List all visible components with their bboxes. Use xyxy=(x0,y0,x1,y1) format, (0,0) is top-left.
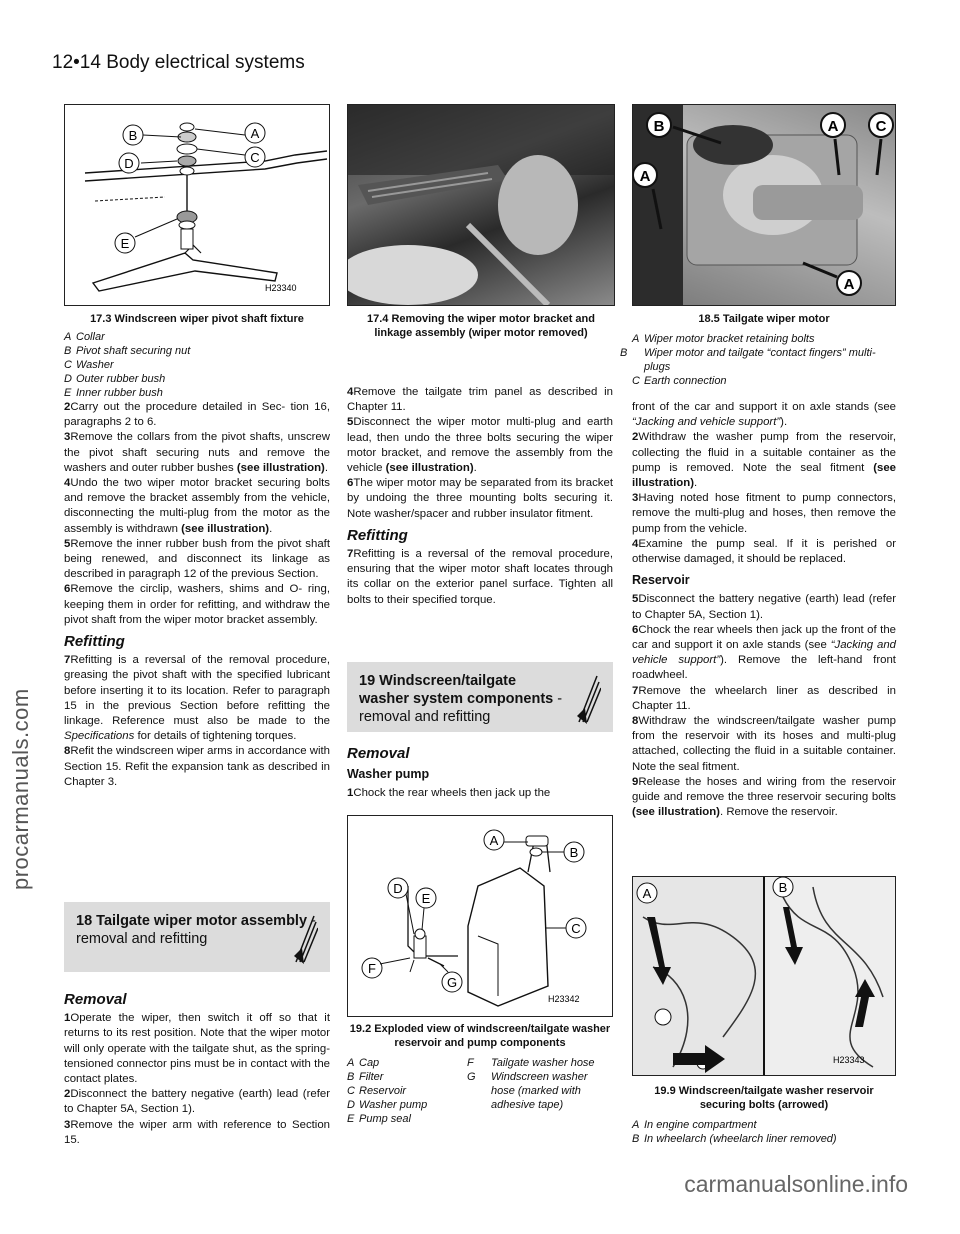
label-a: A xyxy=(489,833,499,848)
reservoir-bolts-photo xyxy=(633,877,896,1076)
caption-title: 17.3 Windscreen wiper pivot shaft fixture xyxy=(90,313,304,325)
washer-reservoir-diagram xyxy=(348,816,613,1017)
subheading-refitting: Refitting xyxy=(347,526,408,544)
caption-item: C Earth connection xyxy=(632,375,727,387)
paragraph: 4Examine the pump seal. If it is perished or otherwise damaged, it should be replaced. xyxy=(632,537,896,566)
paragraph: 7Refitting is a reversal of the removal procedure, greasing the pivot shaft with the specified lubricant before inserting it to its location. Refer to paragraph 15 in the previous Section before refitting the linkage. Reference must also be made to the Specifications for details of tightening torques. xyxy=(64,654,330,743)
label-b: B xyxy=(128,128,138,143)
label-d: D xyxy=(124,156,134,171)
caption-17-3 xyxy=(64,312,330,400)
caption-item: D Outer rubber bush xyxy=(64,373,166,385)
paragraph: front of the car and support it on axle stands (see “Jacking and vehicle support”). xyxy=(632,401,896,429)
caption-item: A Cap xyxy=(347,1057,380,1069)
page-title: Body electrical systems xyxy=(106,52,305,73)
paragraph: 3Remove the wiper arm with reference to Section 15. xyxy=(64,1118,330,1146)
figure-17-3 xyxy=(64,104,330,306)
caption-item: B Wiper motor and tailgate “contact fingers” multi- plugs xyxy=(620,347,876,373)
caption-item: A In engine compartment xyxy=(632,1119,757,1131)
label-b: B xyxy=(653,118,665,135)
label-e: E xyxy=(120,236,130,251)
paragraph: 6Remove the circlip, washers, shims and O- ring, keeping them in order for refitting, and withdraw the pivot shaft from the wiper motor bracket assembly. xyxy=(64,583,330,626)
subheading-removal: Removal xyxy=(64,991,127,1008)
section-18-header: 18 Tailgate wiper motor assembly - removal and refitting xyxy=(64,902,330,972)
paragraph: 1Chock the rear wheels then jack up the xyxy=(347,787,551,800)
label-a: A xyxy=(250,126,260,141)
column-1-lower xyxy=(64,986,330,1148)
column-2 xyxy=(347,385,613,608)
paragraph: 6Chock the rear wheels then jack up the front of the car and support it on axle stands (see “Jacking and vehicle support”). Remove the left-hand front roadwheel. xyxy=(632,623,896,682)
label-a-2: A xyxy=(827,118,839,135)
paragraph: 2Withdraw the washer pump from the reservoir, collecting the fluid in a suitable container as the pump is removed. Note the seal fitment (see illustration). xyxy=(632,431,896,490)
label-b: B xyxy=(569,845,579,860)
paragraph: 5Disconnect the battery negative (earth) lead (refer to Chapter 5A, Section 1). xyxy=(632,593,896,621)
paragraph: 2Carry out the procedure detailed in Sec- tion 16, paragraphs 2 to 6. xyxy=(64,401,330,429)
paragraph: 8Withdraw the windscreen/tailgate washer pump from the reservoir with its hoses and multi-plug attached, collecting the fluid in a suitable container. Note the seal fitment. xyxy=(632,715,896,773)
caption-item: F Tailgate washer hose xyxy=(467,1057,595,1069)
caption-17-4 xyxy=(355,312,607,340)
label-c: C xyxy=(250,150,260,165)
label-a-3: A xyxy=(843,276,855,293)
figure-19-2 xyxy=(347,815,613,1017)
column-1 xyxy=(64,400,330,790)
label-g: G xyxy=(446,975,458,990)
subheading-refitting: Refitting xyxy=(64,633,125,651)
figure-code: H23342 xyxy=(548,994,580,1004)
label-a: A xyxy=(639,168,651,185)
caption-title: 19.9 Windscreen/tailgate washer reservoir securing bolts (arrowed) xyxy=(654,1085,874,1111)
side-watermark: procarmanuals.com xyxy=(8,688,33,890)
paragraph: 3Having noted hose fitment to pump connectors, remove the multi-plug and hoses, then remove the pump from the vehicle. xyxy=(632,492,896,535)
paragraph: 3Remove the collars from the pivot shafts, unscrew the pivot shaft securing nuts and remove the washers and outer rubber bushes (see illustration). xyxy=(64,431,330,474)
subheading-removal: Removal xyxy=(347,745,410,762)
section-19-header: 19 Windscreen/tailgate washer system components - removal and refitting xyxy=(347,662,613,732)
caption-item: B In wheelarch (wheelarch liner removed) xyxy=(632,1133,837,1145)
paragraph: 2Disconnect the battery negative (earth) lead (refer to Chapter 5A, Section 1). xyxy=(64,1088,330,1116)
bottom-watermark: carmanualsonline.info xyxy=(684,1171,908,1197)
paragraph: 7Refitting is a reversal of the removal procedure, ensuring that the wiper motor shaft locates through its collar on the exterior panel surface. Tighten all bolts to their specified torque. xyxy=(347,548,613,606)
subheading-washer-pump: Washer pump xyxy=(347,767,430,782)
page-number: 12•14 xyxy=(52,52,101,73)
caption-19-2 xyxy=(347,1022,613,1126)
paragraph: 7Remove the wheelarch liner as described in Chapter 11. xyxy=(632,684,896,712)
label-e: E xyxy=(421,891,431,906)
difficulty-icon xyxy=(575,672,601,728)
subheading-reservoir: Reservoir xyxy=(632,573,690,588)
caption-18-5 xyxy=(620,312,896,388)
page-header xyxy=(52,52,305,74)
caption-item: C Reservoir xyxy=(347,1085,407,1097)
caption-title: 17.4 Removing the wiper motor bracket and linkage assembly (wiper motor removed) xyxy=(366,313,595,339)
paragraph: 4Undo the two wiper motor bracket securing bolts and remove the bracket assembly from the vehicle, disconnecting the multi-plug from the motor as the assembly is withdrawn (see illustration). xyxy=(64,477,330,535)
paragraph: 8Refit the windscreen wiper arms in accordance with Section 15. Refit the expansion tank as described in Chapter 3. xyxy=(64,745,330,788)
pivot-shaft-diagram xyxy=(65,105,330,306)
caption-item: B Pivot shaft securing nut xyxy=(64,345,191,357)
difficulty-icon xyxy=(292,912,318,968)
label-a: A xyxy=(642,886,652,901)
caption-title: 19.2 Exploded view of windscreen/tailgate washer reservoir and pump components xyxy=(349,1023,611,1049)
paragraph: 6The wiper motor may be separated from its bracket by undoing the three mounting bolts securing it. Note washer/spacer and rubber insulator fitment. xyxy=(347,477,613,520)
paragraph: 4Remove the tailgate trim panel as described in Chapter 11. xyxy=(347,386,613,414)
paragraph: 5Disconnect the wiper motor multi-plug and earth lead, then undo the three bolts securing the wiper motor bracket, and remove the assembly from the vehicle (see illustration). xyxy=(347,416,613,475)
paragraph: 5Remove the inner rubber bush from the pivot shaft being renewed, and disconnect its linkage as described in paragraph 12 of the previous Section. xyxy=(64,537,330,581)
label-d: D xyxy=(393,881,403,896)
figure-17-4-photo xyxy=(347,104,615,306)
paragraph: 1Operate the wiper, then switch it off so that it returns to its rest position. Note that the wiper motor will only operate with the tailgate shut, as the spring-tensioned connector pins must be in contact with the contact plates. xyxy=(64,1012,330,1086)
caption-item: A Collar xyxy=(64,331,105,343)
caption-item: G Windscreen washer hose (marked with adhesive tape) xyxy=(467,1071,588,1111)
caption-item: D Washer pump xyxy=(347,1099,428,1111)
figure-18-5-photo xyxy=(632,104,896,306)
caption-item: E Pump seal xyxy=(347,1113,411,1125)
label-b: B xyxy=(778,880,788,895)
figure-code: H23340 xyxy=(265,283,297,293)
figure-code: H23343 xyxy=(833,1055,865,1065)
caption-item: E Inner rubber bush xyxy=(64,387,163,399)
column-3 xyxy=(632,400,896,820)
caption-item: C Washer xyxy=(64,359,114,371)
figure-19-9 xyxy=(632,876,896,1076)
column-2-lower xyxy=(347,740,613,802)
label-f: F xyxy=(368,961,376,976)
wiper-bracket-photo xyxy=(348,105,615,306)
paragraph: 9Release the hoses and wiring from the reservoir guide and remove the three reservoir securing bolts (see illustration). Remove the reservoir. xyxy=(632,775,896,819)
caption-item: B Filter xyxy=(347,1071,384,1083)
label-c: C xyxy=(875,118,887,135)
caption-item: A Wiper motor bracket retaining bolts xyxy=(632,333,815,345)
tailgate-motor-photo xyxy=(633,105,896,306)
label-c: C xyxy=(571,921,581,936)
caption-title: 18.5 Tailgate wiper motor xyxy=(698,313,830,325)
caption-19-9 xyxy=(632,1084,896,1146)
